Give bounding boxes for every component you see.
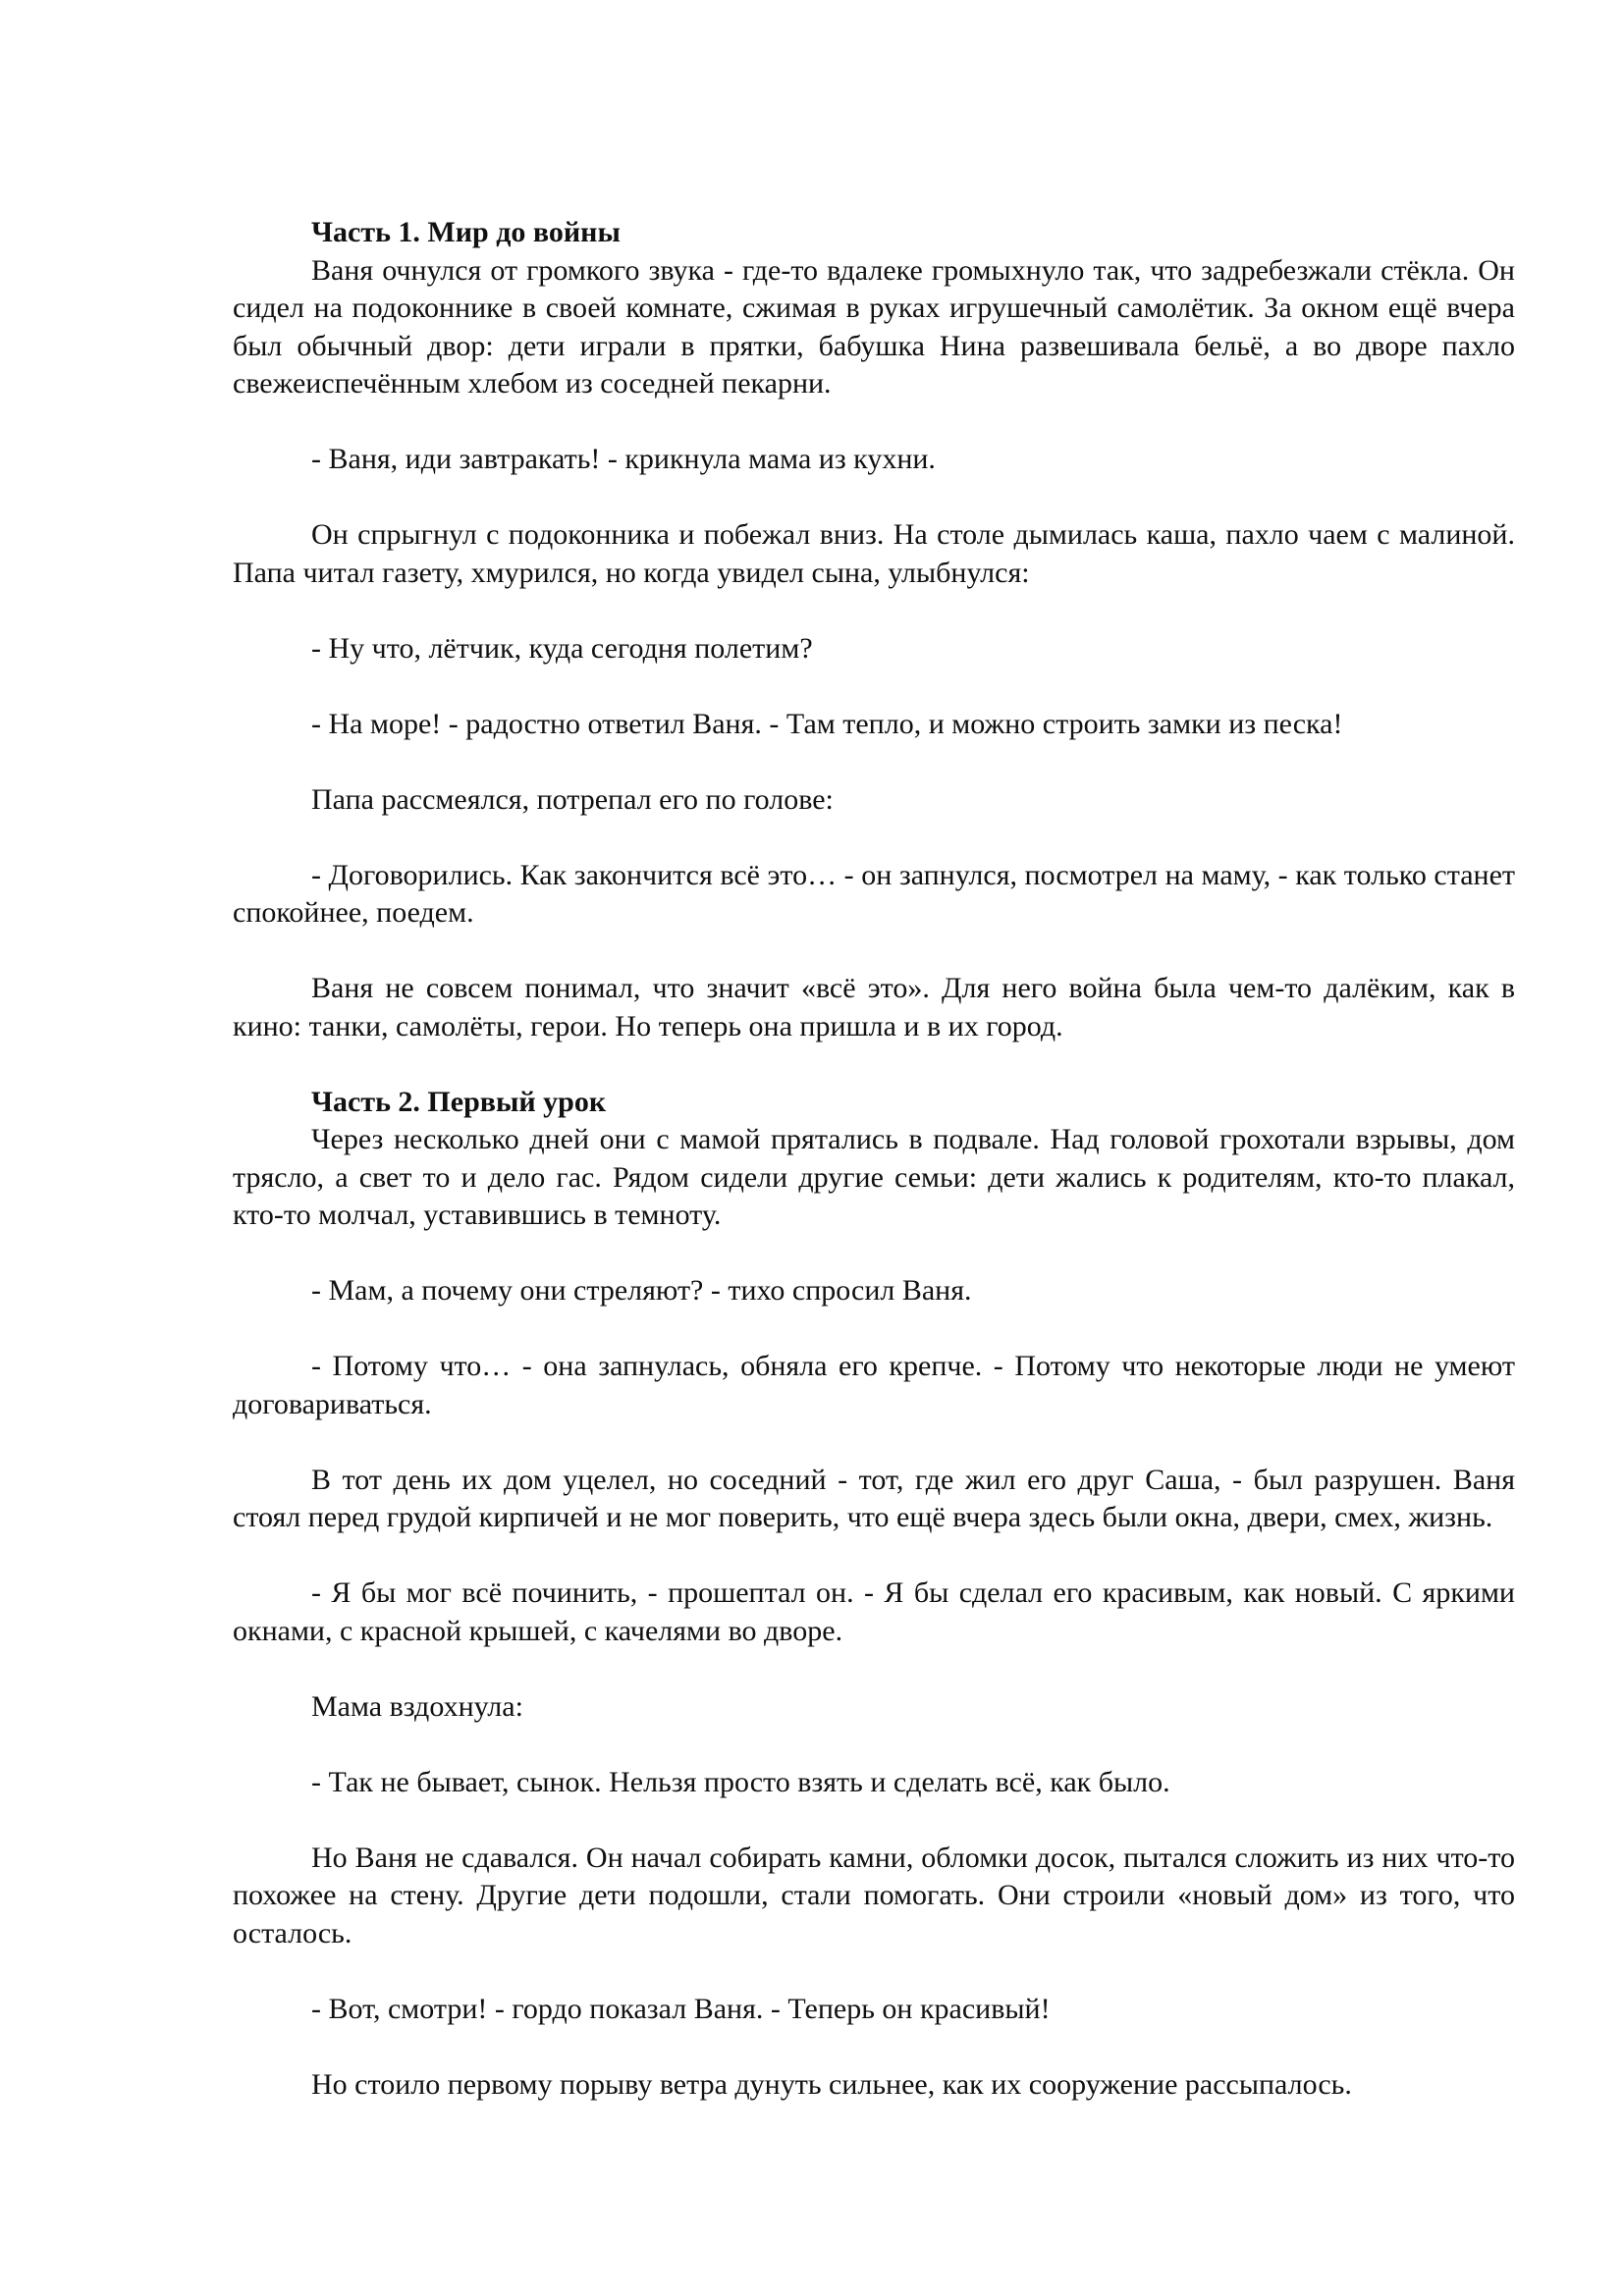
paragraph: - Вот, смотри! - гордо показал Ваня. - Теперь он красивый! [311, 1992, 1051, 2025]
paragraph: - Ну что, лётчик, куда сегодня полетим? [311, 631, 813, 665]
paragraph: - На море! - радостно ответил Ваня. - Там тепло, и можно строить замки из песка! [311, 707, 1343, 740]
paragraph: В тот день их дом уцелел, но соседний - тот, где жил его друг Саша, - был разрушен. Ваня стоял перед грудой кирпичей и не мог поверить, что ещё вчера здесь были окна, двери, смех, жизнь. [233, 1463, 1515, 1533]
paragraph: Через несколько дней они с мамой прятались в подвале. Над головой грохотали взрывы, дом трясло, а свет то и дело гас. Рядом сидели другие семьи: дети жались к родителям, кто-то плакал, кто-то молчал, уставившись в темноту. [233, 1123, 1515, 1231]
paragraph: Но стоило первому порыву ветра дунуть сильнее, как их сооружение рассыпалось. [311, 2067, 1352, 2101]
paragraph: Ваня очнулся от громкого звука - где-то вдалеке громыхнуло так, что задребезжали стёкла. Он сидел на подоконнике в своей комнате, сжимая в руках игрушечный самолётик. За окном ещё вчера был обычный двор: дети играли в прятки, бабушка Нина развешивала бельё, а во дворе пахло свежеиспечённым хлебом из соседней пекарни. [233, 253, 1515, 400]
document-page [233, 214, 1515, 2104]
part1-heading: Часть 1. Мир до войны [311, 216, 621, 248]
part2-heading: Часть 2. Первый урок [311, 1085, 607, 1118]
paragraph: - Мам, а почему они стреляют? - тихо спросил Ваня. [311, 1274, 972, 1307]
paragraph: - Я бы мог всё починить, - прошептал он. - Я бы сделал его красивым, как новый. С яркими окнами, с красной крышей, с качелями во дворе. [233, 1576, 1515, 1647]
paragraph: Мама вздохнула: [311, 1689, 523, 1723]
paragraph: - Ваня, иди завтракать! - крикнула мама из кухни. [311, 443, 936, 475]
paragraph: Но Ваня не сдавался. Он начал собирать камни, обломки досок, пытался сложить из них что-то похожее на стену. Другие дети подошли, стали помогать. Они строили «новый дом» из того, что осталось. [233, 1841, 1515, 1949]
paragraph: - Потому что… - она запнулась, обняла его крепче. - Потому что некоторые люди не умеют договариваться. [233, 1350, 1515, 1420]
paragraph: - Договорились. Как закончится всё это… - он запнулся, посмотрел на маму, - как только станет спокойнее, поедем. [233, 858, 1515, 929]
paragraph: Он спрыгнул с подоконника и побежал вниз. На столе дымилась каша, пахло чаем с малиной. Папа читал газету, хмурился, но когда увидел сына, улыбнулся: [233, 518, 1515, 589]
paragraph: Ваня не совсем понимал, что значит «всё это». Для него война была чем-то далёким, как в кино: танки, самолёты, герои. Но теперь она пришла и в их город. [233, 972, 1515, 1042]
paragraph: Папа рассмеялся, потрепал его по голове: [311, 782, 834, 816]
paragraph: - Так не бывает, сынок. Нельзя просто взять и сделать всё, как было. [311, 1765, 1170, 1798]
